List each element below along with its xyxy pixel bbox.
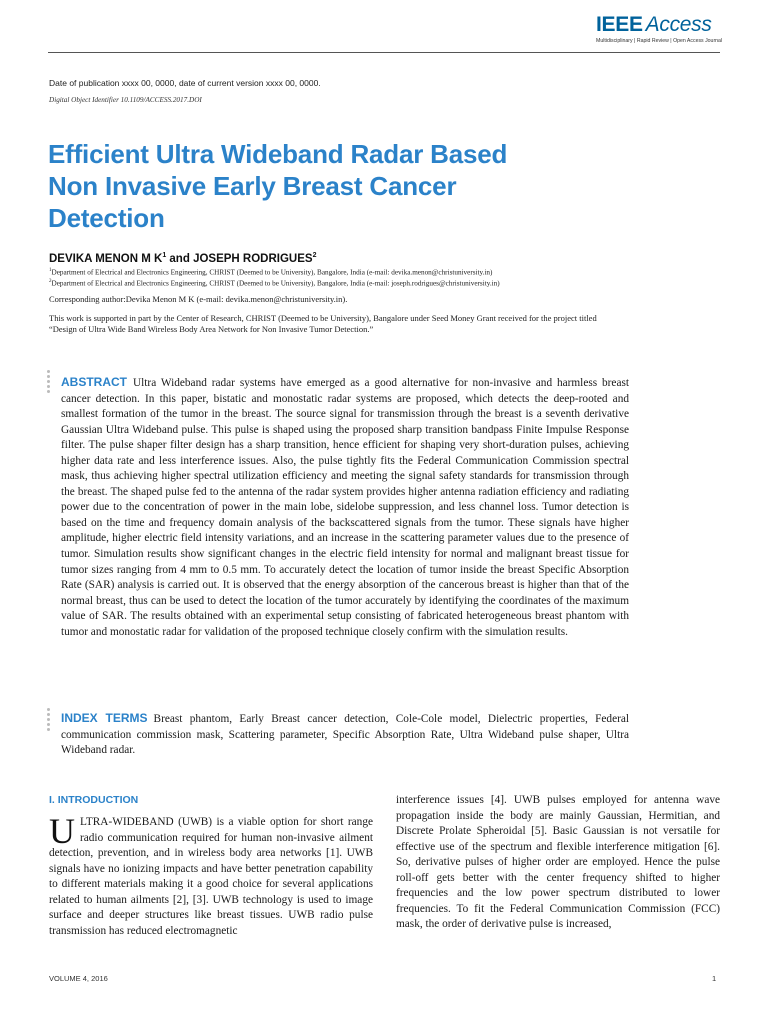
index-terms — [61, 711, 629, 759]
affiliation-1 — [49, 268, 492, 276]
affiliation-2-text: Department of Electrical and Electronics Engineering, CHRIST (Deemed to be University), Bangalore, India (e-mail: joseph.rodrigues@christuniversity.in) — [51, 279, 500, 288]
abstract-text: Ultra Wideband radar systems have emerged as a good alternative for non-invasive and harmless breast cancer detection. In this paper, bistatic and monostatic radar systems are proposed, which detects the deep-rooted and smallest formation of the tumor in the breast. The source signal for transmission through the breast is a seventh derivative Gaussian Ultra Wideband pulse. This pulse is shaped using the proposed sharp transition bandpass Finite Impulse Response filter. The pulse shaper filter design has a sharp transition, hence efficient for shaping very short-duration pulses, achieving higher data rate and less interference issues. Also, the pulse tightly fits the Federal Communication Commission spectral mask, thus achieving higher spectral utilization efficiency and meeting the signal safety standards for transmission through the breast. The shaped pulse fed to the antenna of the radar system provides higher antenna radiation efficiency and radiating power due to the concentration of power in the main lobe, sidelobe suppression, and less channel loss. Tumor detection is based on the time and frequency domain analysis of the backscattered signals from the tumor. These signals have higher amplitude, higher electric field intensity variations, and an increase in the scattering parameter values due to the presence of tumor. Simulation results show significant changes in the electric field intensity for normal and malignant breast tissue for tumor sizes ranging from 4 mm to 0.5 mm. To accurately detect the location of tumor inside the breast Specific Absorption Rate (SAR) analysis is carried out. It is observed that the energy absorption of the cancerous breast is higher than that of the normal breast, thus can be used to detect the location of the tumor accurately by identifying the coordinates of the maximum value of SAR. The results obtained with an experimental setup consisting of fabricated heterogeneous breast phantom with tumor and monostatic radar for validation of the proposed technique closely confirm with the simulation results. — [61, 377, 629, 638]
abstract-marker — [47, 370, 51, 395]
abstract — [61, 375, 629, 640]
section-heading-introduction: I. INTRODUCTION — [49, 794, 139, 806]
drop-cap: U — [49, 811, 75, 851]
affiliation-2-sup: 2 — [49, 279, 52, 284]
abstract-label: ABSTRACT — [61, 375, 127, 389]
doi-line: Digital Object Identifier 10.1109/ACCESS.2017.DOI — [49, 96, 202, 104]
corresponding-author: Corresponding author:Devika Menon M K (e-mail: devika.menon@christuniversity.in). — [49, 294, 348, 304]
title-line-3: Detection — [48, 203, 165, 233]
author-list — [49, 252, 316, 265]
index-terms-label: INDEX TERMS — [61, 711, 148, 725]
intro-left-text: LTRA-WIDEBAND (UWB) is a viable option for short range radio communication required for human non-invasive ailment detection, prevention, and in wireless body area networks [1]. UWB signals have no ionizing impacts and have better penetration capability to different materials making it a good choice for several applications related to human ailments [2], [3]. UWB technology is used to image surface and deeper structures like breast tissues. UWB radio pulse transmission has reduced electromagnetic — [49, 816, 373, 937]
logo-access-text: Access — [645, 13, 712, 36]
author-2: JOSEPH RODRIGUES — [193, 252, 313, 265]
title-line-2: Non Invasive Early Breast Cancer — [48, 171, 457, 201]
intro-right-text: interference issues [4]. UWB pulses employed for antenna wave propagation inside the body are mainly Gaussian, Hermitian, and Discrete Prolate Spheroidal [5]. Basic Gaussian is not versatile for effective use of the spectrum and flexible interference mitigation [6]. So, derivative pulses of higher order are employed. Hence the pulse roll-off gets better with the center frequency shifted to higher frequencies and the low power spectrum distributed to lower frequencies. To fit the Federal Communication Commission (FCC) mask, the order of derivative pulse is increased, — [396, 794, 720, 931]
publication-date: Date of publication xxxx 00, 0000, date of current version xxxx 00, 0000. — [49, 78, 321, 88]
paper-title — [48, 138, 608, 234]
title-line-1: Efficient Ultra Wideband Radar Based — [48, 139, 508, 169]
index-terms-text: Breast phantom, Early Breast cancer detection, Cole-Cole model, Dielectric properties, Federal communication commission mask, Scattering parameter, Specific Absorption Rate, Ultra Wideband pulse shaper, Ultra Wideband radar. — [61, 713, 630, 757]
funding-note: This work is supported in part by the Center of Research, CHRIST (Deemed to be University), Bangalore under Seed Money Grant received for the project titled “Design of Ultra Wide Band Wireless Body Area Network for Non Invasive Tumor Detection.” — [49, 313, 597, 334]
author-connector: and — [166, 252, 194, 265]
author-1: DEVIKA MENON M K — [49, 252, 163, 265]
footer-page-number: 1 — [712, 974, 717, 983]
intro-left-column — [49, 811, 373, 939]
intro-right-column — [396, 793, 720, 933]
ieee-access-logo — [596, 13, 723, 48]
header-rule — [48, 52, 720, 53]
logo-ieee-text: IEEE — [596, 13, 643, 36]
author-1-sup: 1 — [162, 252, 167, 259]
affiliation-1-sup: 1 — [49, 268, 52, 273]
affiliation-1-text: Department of Electrical and Electronics Engineering, CHRIST (Deemed to be University), Bangalore, India (e-mail: devika.menon@christuniversity.in) — [51, 268, 493, 277]
affiliation-2 — [49, 279, 500, 287]
index-terms-marker — [47, 708, 51, 733]
author-2-sup: 2 — [312, 252, 317, 259]
logo-tagline: Multidisciplinary | Rapid Review | Open Access Journal — [596, 38, 723, 44]
footer-volume: VOLUME 4, 2016 — [49, 974, 108, 983]
